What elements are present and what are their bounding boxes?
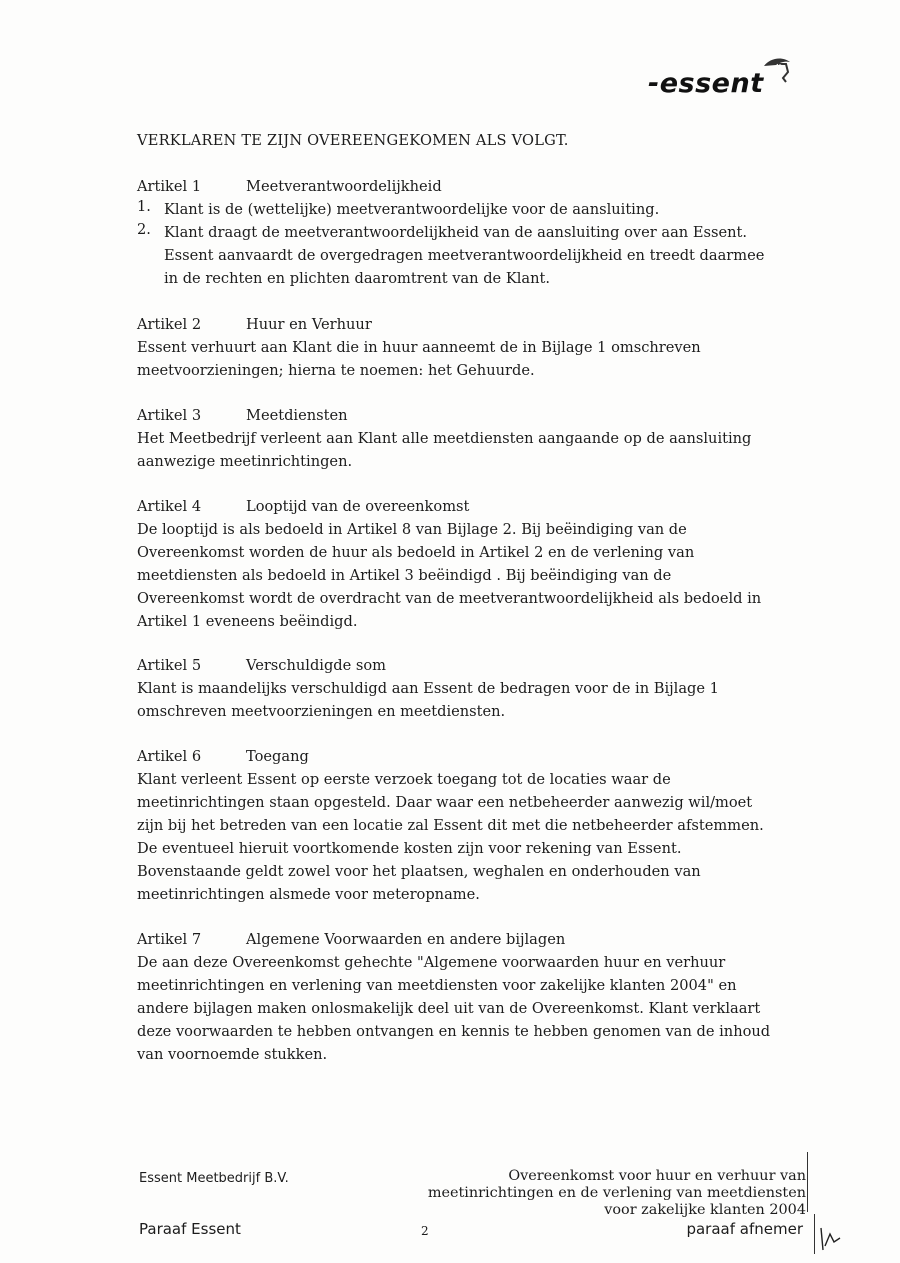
article-heading [137, 928, 817, 951]
article-number: Artikel 6 [137, 748, 202, 765]
article-line: De eventueel hieruit voortkomende kosten zijn voor rekening van Essent. [137, 840, 682, 857]
article-line: omschreven meetvoorzieningen en meetdiensten. [137, 703, 506, 720]
footer-divider [807, 1152, 808, 1212]
article-line: Overeenkomst worden de huur als bedoeld in Artikel 2 en de verlening van [137, 544, 695, 561]
article-1 [137, 175, 817, 290]
article-line: Klant is maandelijks verschuldigd aan Essent de bedragen voor de in Bijlage 1 [137, 680, 719, 697]
article-line: Het Meetbedrijf verleent aan Klant alle meetdiensten aangaande op de aansluiting [137, 430, 752, 447]
article-line: aanwezige meetinrichtingen. [137, 453, 353, 470]
footer-title-line: Overeenkomst voor huur en verhuur van [508, 1168, 806, 1184]
article-number: Artikel 4 [137, 498, 202, 515]
article-line: Artikel 1 eveneens beëindigd. [137, 613, 358, 630]
list-item [137, 221, 817, 290]
article-number: Artikel 7 [137, 931, 202, 948]
article-line: Bovenstaande geldt zowel voor het plaatsen, weghalen en onderhouden van [137, 863, 701, 880]
item-line: Klant draagt de meetverantwoordelijkheid van de aansluiting over aan Essent. [164, 224, 747, 241]
article-line: deze voorwaarden te hebben ontvangen en kennis te hebben genomen van de inhoud [137, 1023, 771, 1040]
article-line: De aan deze Overeenkomst gehechte "Algemene voorwaarden huur en verhuur [137, 954, 726, 971]
article-line: Essent verhuurt aan Klant die in huur aanneemt de in Bijlage 1 omschreven [137, 339, 701, 356]
essent-logo [648, 52, 808, 112]
article-7 [137, 928, 817, 1066]
article-4 [137, 495, 817, 633]
article-title: Verschuldigde som [246, 657, 387, 674]
article-line: meetinrichtingen en verlening van meetdiensten voor zakelijke klanten 2004" en [137, 977, 737, 994]
article-title: Toegang [246, 748, 309, 765]
article-line: Overeenkomst wordt de overdracht van de meetverantwoordelijkheid als bedoeld in [137, 590, 762, 607]
essent-logo-text: -essent [648, 68, 764, 99]
article-title: Algemene Voorwaarden en andere bijlagen [246, 931, 566, 948]
article-number: Artikel 5 [137, 657, 202, 674]
article-title: Looptijd van de overeenkomst [246, 498, 470, 515]
article-number: Artikel 2 [137, 316, 202, 333]
article-heading [137, 404, 817, 427]
article-line: meetdiensten als bedoeld in Artikel 3 beëindigd . Bij beëindiging van de [137, 567, 672, 584]
page-number: 2 [421, 1224, 429, 1238]
article-line: Klant verleent Essent op eerste verzoek toegang tot de locaties waar de [137, 771, 671, 788]
item-line: in de rechten en plichten daaromtrent van de Klant. [164, 270, 551, 287]
article-6 [137, 745, 817, 906]
article-title: Meetdiensten [246, 407, 348, 424]
article-number: Artikel 3 [137, 407, 202, 424]
intro-heading: VERKLAREN TE ZIJN OVEREENGEKOMEN ALS VOLGT. [137, 132, 569, 149]
article-line: meetinrichtingen staan opgesteld. Daar waar een netbeheerder aanwezig wil/moet [137, 794, 753, 811]
signature-box-divider [814, 1214, 815, 1254]
item-line: Essent aanvaardt de overgedragen meetverantwoordelijkheid en treedt daarmee [164, 247, 765, 264]
article-heading [137, 175, 817, 198]
article-heading [137, 654, 817, 677]
article-3 [137, 404, 817, 473]
article-line: meetvoorzieningen; hierna te noemen: het Gehuurde. [137, 362, 535, 379]
footer-document-title [428, 1168, 806, 1219]
article-2 [137, 313, 817, 382]
article-5 [137, 654, 817, 723]
article-title: Meetverantwoordelijkheid [246, 178, 442, 195]
article-number: Artikel 1 [137, 178, 202, 195]
article-line: van voornoemde stukken. [137, 1046, 328, 1063]
initials-signature-icon [818, 1226, 850, 1254]
footer-paraaf-afnemer: paraaf afnemer [686, 1220, 803, 1238]
footer-paraaf-essent: Paraaf Essent [139, 1220, 241, 1238]
item-number: 2. [137, 221, 151, 238]
article-line: andere bijlagen maken onlosmakelijk deel uit van de Overeenkomst. Klant verklaart [137, 1000, 761, 1017]
article-title: Huur en Verhuur [246, 316, 372, 333]
article-heading [137, 313, 817, 336]
footer-company: Essent Meetbedrijf B.V. [139, 1171, 289, 1186]
article-line: zijn bij het betreden van een locatie zal Essent dit met die netbeheerder afstemmen. [137, 817, 764, 834]
article-line: meetinrichtingen alsmede voor meteropname. [137, 886, 480, 903]
item-line: Klant is de (wettelijke) meetverantwoordelijke voor de aansluiting. [164, 201, 660, 218]
article-line: De looptijd is als bedoeld in Artikel 8 van Bijlage 2. Bij beëindiging van de [137, 521, 687, 538]
article-heading [137, 495, 817, 518]
item-number: 1. [137, 198, 151, 215]
footer-title-line: voor zakelijke klanten 2004 [604, 1202, 806, 1218]
article-heading [137, 745, 817, 768]
list-item [137, 198, 817, 221]
footer-title-line: meetinrichtingen en de verlening van meetdiensten [427, 1185, 806, 1201]
